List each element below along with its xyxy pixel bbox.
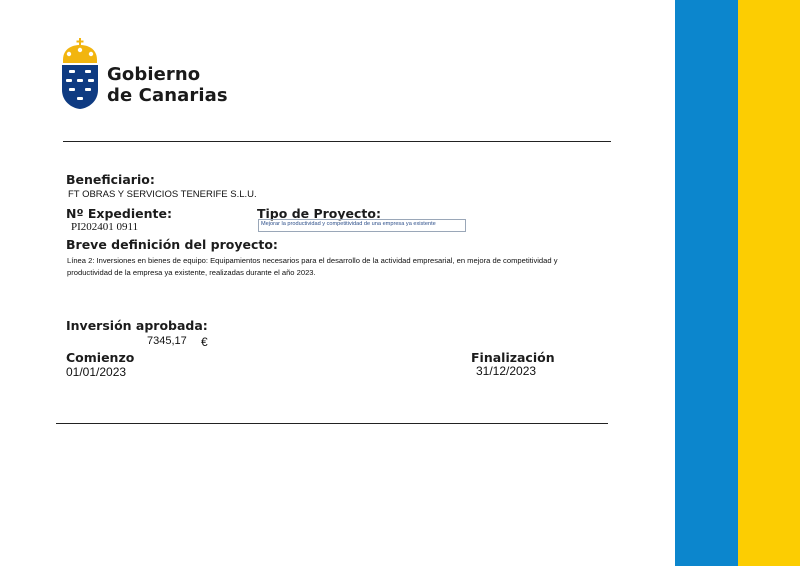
tipo-proyecto-value: Mejorar la productividad y competitividad de una empresa ya existente: [261, 221, 436, 227]
expediente-value: PI202401 0911: [71, 221, 139, 233]
tipo-proyecto-label: Tipo de Proyecto:: [257, 206, 381, 221]
top-divider: [63, 141, 611, 142]
finalizacion-label: Finalización: [471, 350, 555, 365]
finalizacion-value: 31/12/2023: [476, 364, 537, 378]
comienzo-value: 01/01/2023: [66, 365, 127, 379]
blue-stripe: [675, 0, 738, 566]
yellow-stripe: [738, 0, 800, 566]
expediente-label: Nº Expediente:: [66, 206, 172, 221]
definicion-label: Breve definición del proyecto:: [66, 237, 278, 252]
beneficiario-label: Beneficiario:: [66, 172, 155, 187]
bottom-divider: [56, 423, 608, 424]
currency-symbol: €: [201, 335, 208, 349]
inversion-value: 7345,17: [147, 335, 187, 347]
brand-line-2: de Canarias: [107, 85, 228, 106]
coat-of-arms-icon: [60, 38, 100, 110]
comienzo-label: Comienzo: [66, 350, 135, 365]
brand-name: [107, 64, 228, 106]
beneficiario-value: FT OBRAS Y SERVICIOS TENERIFE S.L.U.: [68, 189, 257, 200]
tipo-proyecto-field: [258, 219, 466, 232]
definicion-value: Línea 2: Inversiones en bienes de equipo: Equipamientos necesarios para el desarrollo de la actividad empresarial, en mejora de competitividad y productividad de la empresa ya existente, realizadas durante el año 2023.: [67, 256, 558, 277]
inversion-label: Inversión aprobada:: [66, 318, 208, 333]
brand-line-1: Gobierno: [107, 64, 201, 85]
